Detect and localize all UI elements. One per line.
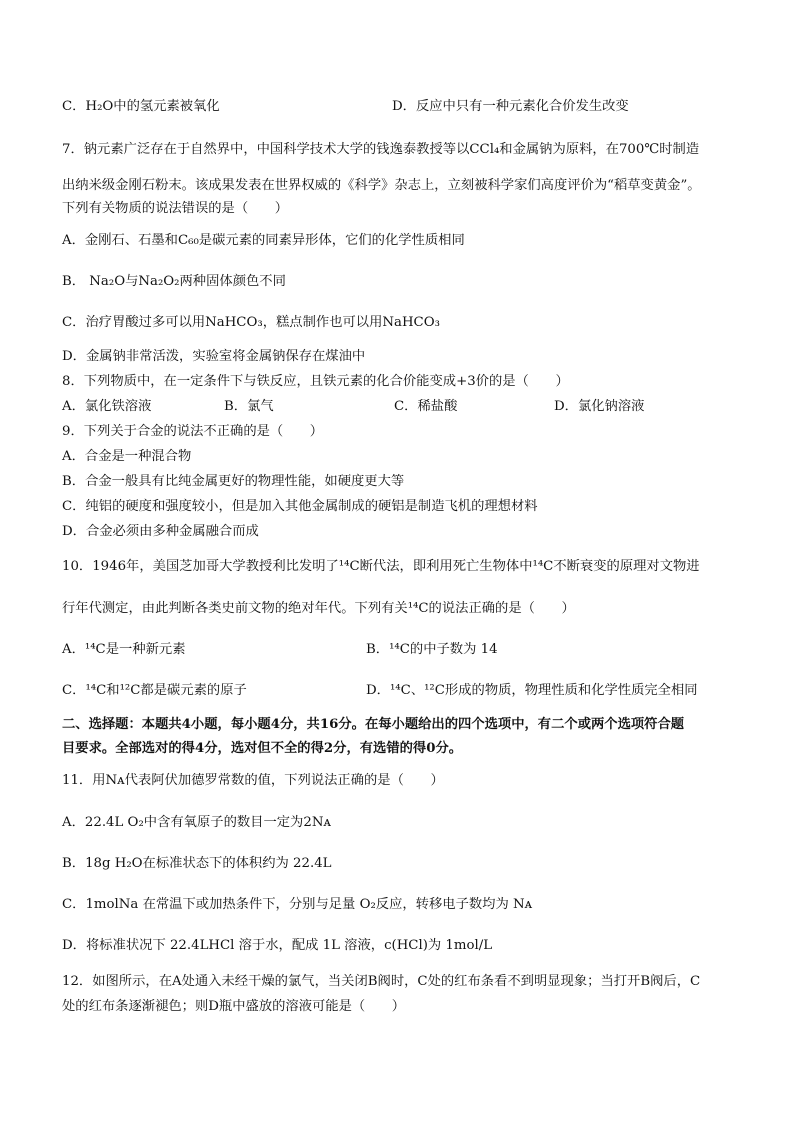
q9-option-d: D．合金必须由多种金属融合而成	[62, 524, 259, 539]
section2-header-line1: 二、选择题：本题共4小题，每小题4分，共16分。在每小题给出的四个选项中，有二个或两个选项符合题	[62, 717, 685, 732]
q10-option-d: D．¹⁴C、¹²C形成的物质，物理性质和化学性质完全相同	[366, 683, 698, 698]
q9-stem: 9．下列关于合金的说法不正确的是（ ）	[62, 424, 324, 439]
q9-option-b: B．合金一般具有比纯金属更好的物理性能，如硬度更大等	[62, 474, 405, 489]
q7-option-a: A．金刚石、石墨和C₆₀是碳元素的同素异形体，它们的化学性质相同	[62, 233, 465, 248]
q8-option-c: C．稀盐酸	[394, 399, 458, 414]
q11-option-a: A．22.4L O₂中含有氧原子的数目一定为2Nᴀ	[62, 815, 331, 830]
q7-option-d: D．金属钠非常活泼，实验室将金属钠保存在煤油中	[62, 349, 366, 364]
q10-option-c: C．¹⁴C和¹²C都是碳元素的原子	[62, 683, 247, 698]
q7-stem-line3: 下列有关物质的说法错误的是（ ）	[62, 201, 289, 216]
section2-header-line2: 目要求。全部选对的得4分，选对但不全的得2分，有选错的得0分。	[62, 741, 463, 756]
q12-stem-line1: 12．如图所示，在A处通入未经干燥的氯气，当关闭B阀时，C处的红布条看不到明显现象；当打开B阀后，C	[62, 974, 701, 989]
q11-stem: 11．用Nᴀ代表阿伏加德罗常数的值，下列说法正确的是（ ）	[62, 773, 444, 788]
q7-option-c: C．治疗胃酸过多可以用NaHCO₃，糕点制作也可以用NaHCO₃	[62, 315, 440, 330]
q7-stem-line1: 7．钠元素广泛存在于自然界中，中国科学技术大学的钱逸泰教授等以CCl₄和金属钠为原料，在700℃时制造	[62, 142, 700, 157]
q9-option-c: C．纯铝的硬度和强度较小，但是加入其他金属制成的硬铝是制造飞机的理想材料	[62, 499, 538, 514]
q6-option-d: D．反应中只有一种元素化合价发生改变	[392, 99, 629, 114]
q11-option-d: D．将标准状况下 22.4LHCl 溶于水，配成 1L 溶液，c(HCl)为 1mol/L	[62, 938, 493, 953]
q6-option-c: C．H₂O中的氢元素被氧化	[62, 99, 220, 114]
q10-option-b: B．¹⁴C的中子数为 14	[366, 642, 498, 657]
q7-stem-line2: 出纳米级金刚石粉末。该成果发表在世界权威的《科学》杂志上，立刻被科学家们高度评价为“稻草变黄金”。	[62, 178, 701, 193]
q10-option-a: A．¹⁴C是一种新元素	[62, 642, 186, 657]
q8-option-a: A．氯化铁溶液	[62, 399, 152, 414]
q9-option-a: A．合金是一种混合物	[62, 449, 192, 464]
q11-option-b: B．18g H₂O在标准状态下的体积约为 22.4L	[62, 856, 332, 871]
q7-option-b: B． Na₂O与Na₂O₂两种固体颜色不同	[62, 274, 286, 289]
q10-stem-line2: 行年代测定，由此判断各类史前文物的绝对年代。下列有关¹⁴C的说法正确的是（ ）	[62, 601, 575, 616]
q8-option-d: D．氯化钠溶液	[554, 399, 645, 414]
q8-stem: 8．下列物质中，在一定条件下与铁反应，且铁元素的化合价能变成+3价的是（ ）	[62, 374, 569, 389]
q11-option-c: C．1molNa 在常温下或加热条件下，分别与足量 O₂反应，转移电子数均为 Nᴀ	[62, 897, 533, 912]
q12-stem-line2: 处的红布条逐渐褪色；则D瓶中盛放的溶液可能是（ ）	[62, 999, 406, 1014]
q10-stem-line1: 10．1946年，美国芝加哥大学教授利比发明了¹⁴C断代法，即利用死亡生物体中¹⁴C不断衰变的原理对文物进	[62, 559, 700, 574]
q8-option-b: B．氯气	[224, 399, 274, 414]
